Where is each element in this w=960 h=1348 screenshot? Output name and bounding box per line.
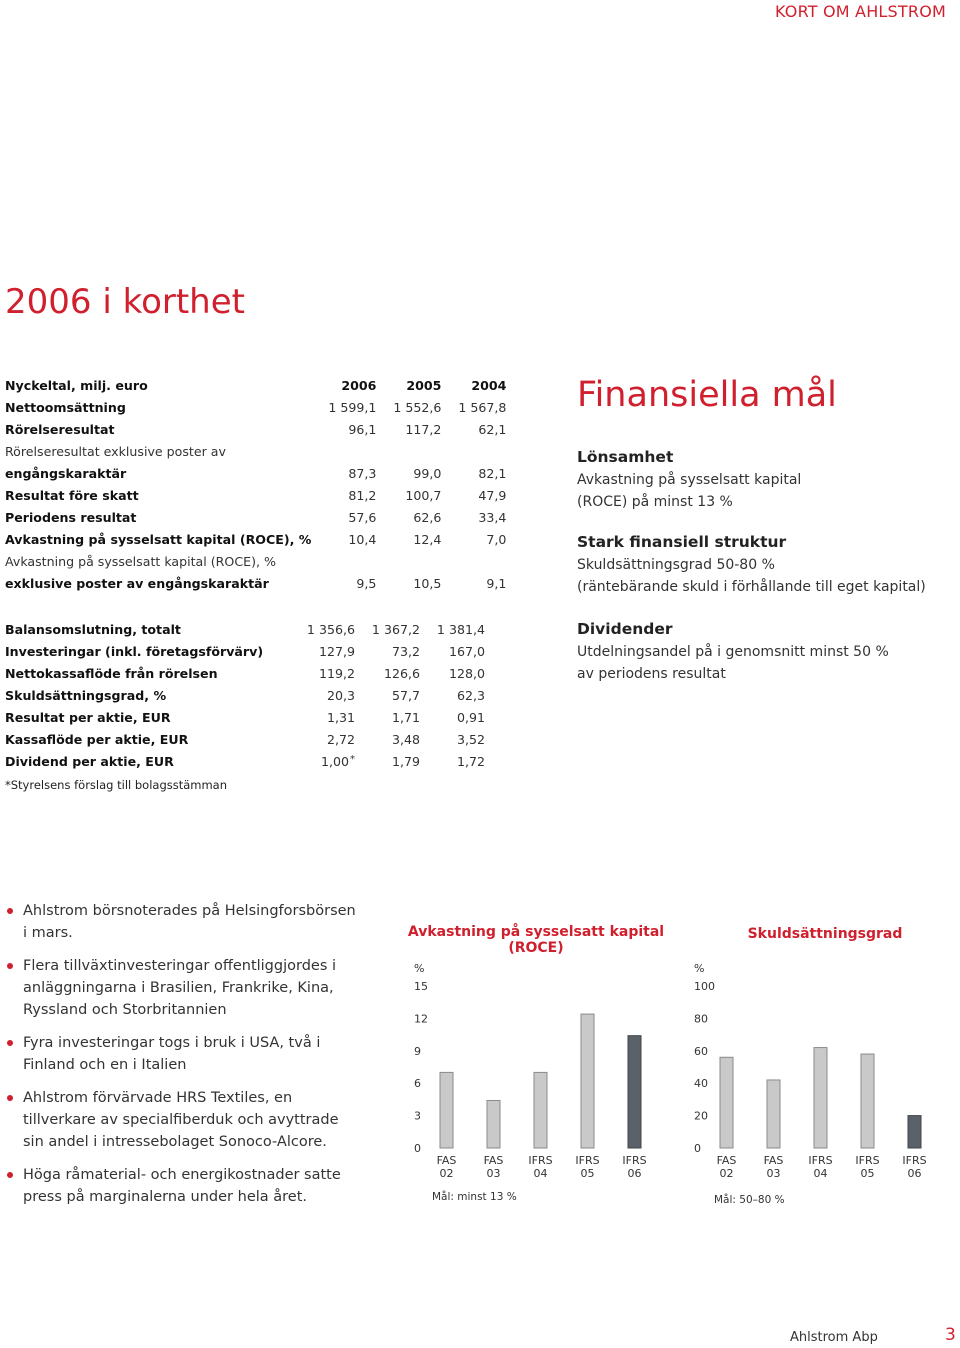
key-figures-header-2004: 2004 — [471, 377, 507, 393]
balance-figures-label — [5, 706, 290, 728]
balance-figures-value-text: 57,7 — [391, 687, 420, 703]
balance-figures-row — [5, 684, 485, 706]
balance-figures-value — [355, 618, 420, 640]
key-figures-value-text: 1 552,6 — [393, 399, 442, 415]
bullet-dot-icon — [7, 963, 13, 969]
balance-figures-value — [290, 728, 355, 750]
highlight-text: Ahlstrom förvärvade HRS Textiles, en tillverkare av specialfiberduk och avyttrade sin andel i intressebolaget Sonoco-Alcore. — [23, 1090, 339, 1150]
key-figures-value — [441, 528, 506, 550]
key-figures-header-row — [5, 374, 506, 396]
x-tick-label: FAS — [716, 1154, 737, 1167]
balance-figures-value — [290, 706, 355, 728]
key-figures-label — [5, 528, 311, 550]
balance-figures-value — [355, 662, 420, 684]
y-tick-label: 40 — [694, 1077, 708, 1091]
goal-text-dividends-1: Utdelningsandel på i genomsnitt minst 50 % — [577, 644, 889, 660]
key-figures-row — [5, 440, 506, 462]
balance-figures-value — [290, 618, 355, 640]
bar — [628, 1036, 641, 1148]
bar — [534, 1072, 547, 1148]
x-tick-label: IFRS — [622, 1154, 647, 1167]
key-figures-value-text: 12,4 — [413, 531, 442, 547]
key-figures-value-text: 10,5 — [413, 575, 442, 591]
key-figures-value-text: 10,4 — [348, 531, 377, 547]
bullet-dot-icon — [7, 908, 13, 914]
gearing-chart-svg — [680, 920, 930, 1210]
balance-figures-value-text: 20,3 — [326, 687, 355, 703]
balance-figures-row — [5, 662, 485, 684]
roce-goal-text: Mål: minst 13 % — [432, 1191, 517, 1203]
balance-figures-value — [290, 750, 355, 772]
key-figures-value — [311, 462, 376, 484]
key-figures-label — [5, 396, 311, 418]
balance-figures-value-text: 2,72 — [326, 731, 355, 747]
balance-figures-value-text: 3,48 — [391, 731, 420, 747]
key-figures-row — [5, 506, 506, 528]
key-figures-value — [441, 506, 506, 528]
highlight-item — [5, 1087, 360, 1153]
balance-figures-label-text: Kassaflöde per aktie, EUR — [5, 731, 189, 747]
balance-figures-value-text: 1 381,4 — [436, 621, 485, 637]
highlight-item — [5, 1164, 360, 1208]
key-figures-value — [311, 528, 376, 550]
key-figures-value-text: 9,5 — [356, 575, 377, 591]
x-tick-label: 03 — [766, 1167, 781, 1180]
balance-figures-value — [355, 706, 420, 728]
key-figures-label — [5, 550, 311, 572]
key-figures-value-text: 47,9 — [478, 487, 507, 503]
balance-figures-value — [355, 750, 420, 772]
balance-figures-row — [5, 640, 485, 662]
gearing-chart — [680, 920, 930, 1210]
key-figures-label-text: Resultat före skatt — [5, 487, 139, 503]
balance-figures-value-text: 3,52 — [456, 731, 485, 747]
balance-figures-value — [420, 684, 485, 706]
y-tick-label: 0 — [694, 1142, 701, 1155]
x-tick-label: IFRS — [575, 1154, 600, 1167]
x-tick-label: IFRS — [855, 1154, 880, 1167]
highlight-text: Höga råmaterial- och energikostnader satte press på marginalerna under hela året. — [23, 1167, 341, 1205]
highlight-item — [5, 1032, 360, 1076]
key-figures-value — [441, 572, 506, 594]
x-tick-label: FAS — [763, 1154, 784, 1167]
gearing-goal-text: Mål: 50–80 % — [714, 1194, 785, 1206]
balance-figures-row — [5, 706, 485, 728]
balance-figures-label — [5, 728, 290, 750]
balance-figures-table — [5, 618, 485, 772]
key-figures-value — [311, 418, 376, 440]
y-tick-label: 0 — [414, 1142, 421, 1155]
key-figures-value — [441, 418, 506, 440]
balance-figures-value — [420, 706, 485, 728]
key-figures-value — [311, 396, 376, 418]
key-figures-value — [376, 484, 441, 506]
key-figures-label-text: Rörelseresultat exklusive poster av — [5, 443, 226, 459]
key-figures-label-text: Rörelseresultat — [5, 421, 115, 437]
balance-figures-row — [5, 728, 485, 750]
highlight-text: Flera tillväxtinvesteringar offentliggjordes i anläggningarna i Brasilien, Frankrike, Kina, Ryssland och Storbritannien — [23, 958, 337, 1018]
key-figures-value-text: 62,6 — [413, 509, 442, 525]
key-figures-value-text: 7,0 — [486, 531, 507, 547]
key-figures-value-text: 99,0 — [413, 465, 442, 481]
key-figures-value — [376, 550, 441, 572]
key-figures-value-text: 100,7 — [405, 487, 442, 503]
balance-figures-value-text: 1,72 — [456, 753, 485, 769]
key-figures-value — [376, 506, 441, 528]
key-figures-value — [441, 484, 506, 506]
x-tick-label: 06 — [907, 1167, 922, 1180]
balance-figures-label-text: Dividend per aktie, EUR — [5, 753, 174, 769]
balance-figures-value-text: 1 356,6 — [306, 621, 355, 637]
key-figures-value-text: 62,1 — [478, 421, 507, 437]
x-tick-label: FAS — [436, 1154, 457, 1167]
balance-figures-label-text: Nettokassaflöde från rörelsen — [5, 665, 218, 681]
balance-figures-label-text: Balansomslutning, totalt — [5, 621, 181, 637]
balance-figures-value-text: 1 367,2 — [371, 621, 420, 637]
y-tick-label: 100 — [694, 980, 715, 993]
bullet-dot-icon — [7, 1095, 13, 1101]
balance-figures-value-text: 0,91 — [456, 709, 485, 725]
x-tick-label: IFRS — [808, 1154, 833, 1167]
section-header: KORT OM AHLSTROM — [774, 2, 946, 21]
highlight-text: Fyra investeringar togs i bruk i USA, två i Finland och en i Italien — [23, 1035, 321, 1073]
x-tick-label: 02 — [719, 1167, 734, 1180]
key-figures-value — [311, 484, 376, 506]
balance-figures-value — [290, 684, 355, 706]
balance-figures-value-text: 126,6 — [383, 665, 420, 681]
x-tick-label: 04 — [533, 1167, 548, 1180]
financial-goals-title: Finansiella mål — [577, 375, 837, 415]
y-tick-label: 20 — [694, 1109, 708, 1123]
key-figures-label — [5, 418, 311, 440]
x-tick-label: IFRS — [902, 1154, 927, 1167]
key-figures-label-text: Avkastning på sysselsatt kapital (ROCE), % — [5, 553, 276, 569]
key-figures-row — [5, 396, 506, 418]
balance-figures-label — [5, 618, 290, 640]
key-figures-label — [5, 484, 311, 506]
y-tick-label: 9 — [414, 1044, 421, 1058]
key-figures-label — [5, 506, 311, 528]
balance-figures-value — [420, 750, 485, 772]
bar — [440, 1072, 453, 1148]
bullet-dot-icon — [7, 1172, 13, 1178]
key-figures-value — [376, 462, 441, 484]
goal-text-profitability-2: (ROCE) på minst 13 % — [577, 494, 733, 510]
x-tick-label: 06 — [627, 1167, 642, 1180]
roce-chart-title: Avkastning på sysselsatt kapital (ROCE) — [407, 924, 665, 956]
goal-heading-structure: Stark finansiell struktur — [577, 533, 787, 551]
highlights-list — [5, 900, 360, 1219]
balance-figures-value-text: 1,79 — [391, 753, 420, 769]
balance-figures-value-text: 167,0 — [448, 643, 485, 659]
gearing-chart-title: Skuldsättningsgrad — [747, 926, 903, 942]
key-figures-value-text: 57,6 — [348, 509, 377, 525]
key-figures-value — [376, 528, 441, 550]
x-tick-label: 05 — [580, 1167, 595, 1180]
x-tick-label: 03 — [486, 1167, 501, 1180]
key-figures-row — [5, 462, 506, 484]
balance-figures-value-text: 127,9 — [318, 643, 355, 659]
bar — [581, 1014, 594, 1148]
bar — [720, 1057, 733, 1148]
key-figures-value — [376, 418, 441, 440]
key-figures-label-text: exklusive poster av engångskaraktär — [5, 575, 269, 591]
balance-figures-value — [290, 640, 355, 662]
bar — [814, 1048, 827, 1148]
key-figures-value — [311, 572, 376, 594]
balance-figures-value — [420, 662, 485, 684]
key-figures-label — [5, 440, 311, 462]
key-figures-label-text: Avkastning på sysselsatt kapital (ROCE), % — [5, 531, 312, 547]
key-figures-label-text: Periodens resultat — [5, 509, 137, 525]
key-figures-value — [441, 440, 506, 462]
key-figures-value-text: 87,3 — [348, 465, 377, 481]
key-figures-value-text: 9,1 — [486, 575, 507, 591]
x-tick-label: FAS — [483, 1154, 504, 1167]
goal-text-dividends-2: av periodens resultat — [577, 666, 726, 682]
key-figures-value-text: 1 567,8 — [458, 399, 507, 415]
x-tick-label: IFRS — [528, 1154, 553, 1167]
balance-figures-row — [5, 750, 485, 772]
balance-figures-label — [5, 750, 290, 772]
footer-company: Ahlstrom Abp — [790, 1330, 878, 1345]
bullet-dot-icon — [7, 1040, 13, 1046]
balance-figures-value-text: 1,71 — [391, 709, 420, 725]
balance-figures-label-text: Investeringar (inkl. företagsförvärv) — [5, 643, 264, 659]
y-unit-label: % — [414, 962, 425, 975]
key-figures-label-text: engångskaraktär — [5, 465, 127, 481]
balance-figures-value — [420, 640, 485, 662]
x-tick-label: 05 — [860, 1167, 875, 1180]
roce-chart-svg — [400, 920, 650, 1210]
x-tick-label: 02 — [439, 1167, 454, 1180]
key-figures-value — [311, 440, 376, 462]
bar — [908, 1116, 921, 1148]
key-figures-table — [5, 374, 506, 594]
highlight-item — [5, 955, 360, 1021]
dividend-footnote-marker: * — [350, 753, 355, 765]
key-figures-value-text: 117,2 — [405, 421, 442, 437]
key-figures-label — [5, 462, 311, 484]
balance-figures-value — [355, 684, 420, 706]
key-figures-value — [441, 462, 506, 484]
key-figures-row — [5, 550, 506, 572]
key-figures-row — [5, 484, 506, 506]
balance-figures-label — [5, 640, 290, 662]
y-tick-label: 80 — [694, 1012, 708, 1026]
key-figures-value-text: 81,2 — [348, 487, 377, 503]
y-tick-label: 12 — [414, 1012, 428, 1026]
key-figures-row — [5, 418, 506, 440]
balance-figures-value-text: 73,2 — [391, 643, 420, 659]
key-figures-value-text: 1 599,1 — [328, 399, 377, 415]
balance-figures-label — [5, 662, 290, 684]
highlight-text: Ahlstrom börsnoterades på Helsingforsbörsen i mars. — [23, 903, 356, 941]
y-unit-label: % — [694, 962, 705, 975]
key-figures-value — [376, 572, 441, 594]
balance-figures-value — [420, 728, 485, 750]
balance-figures-value — [420, 618, 485, 640]
key-figures-value — [376, 440, 441, 462]
y-tick-label: 3 — [414, 1109, 421, 1123]
footnote: *Styrelsens förslag till bolagsstämman — [5, 778, 228, 792]
balance-figures-value-text: 128,0 — [448, 665, 485, 681]
key-figures-row — [5, 528, 506, 550]
balance-figures-row — [5, 618, 485, 640]
key-figures-value — [311, 550, 376, 572]
goal-text-structure-1: Skuldsättningsgrad 50-80 % — [577, 557, 775, 573]
goal-heading-dividends: Dividender — [577, 620, 673, 638]
page-number: 3 — [945, 1325, 956, 1345]
balance-figures-value — [355, 728, 420, 750]
key-figures-header-2006: 2006 — [341, 377, 377, 393]
y-tick-label: 15 — [414, 980, 428, 993]
bar — [861, 1054, 874, 1148]
key-figures-label — [5, 572, 311, 594]
x-tick-label: 04 — [813, 1167, 828, 1180]
key-figures-value — [311, 506, 376, 528]
balance-figures-value-text: 1,31 — [326, 709, 355, 725]
page-title: 2006 i korthet — [5, 282, 245, 322]
key-figures-value-text: 82,1 — [478, 465, 507, 481]
goal-heading-profitability: Lönsamhet — [577, 448, 674, 466]
balance-figures-value — [290, 662, 355, 684]
y-tick-label: 60 — [694, 1044, 708, 1058]
balance-figures-value-text: 1,00 — [320, 753, 349, 769]
balance-figures-value-text: 62,3 — [456, 687, 485, 703]
key-figures-label-text: Nettoomsättning — [5, 399, 126, 415]
bar — [767, 1080, 780, 1148]
highlight-item — [5, 900, 360, 944]
y-tick-label: 6 — [414, 1077, 421, 1091]
key-figures-header-label: Nyckeltal, milj. euro — [5, 377, 148, 393]
key-figures-value — [376, 396, 441, 418]
key-figures-header-2005: 2005 — [406, 377, 442, 393]
key-figures-value-text: 96,1 — [348, 421, 377, 437]
key-figures-value-text: 33,4 — [478, 509, 507, 525]
key-figures-row — [5, 572, 506, 594]
balance-figures-value-text: 119,2 — [318, 665, 355, 681]
roce-chart — [400, 920, 665, 1210]
key-figures-value — [441, 396, 506, 418]
balance-figures-label-text: Resultat per aktie, EUR — [5, 709, 171, 725]
balance-figures-value — [355, 640, 420, 662]
balance-figures-label-text: Skuldsättningsgrad, % — [5, 687, 167, 703]
balance-figures-label — [5, 684, 290, 706]
goal-text-structure-2: (räntebärande skuld i förhållande till eget kapital) — [577, 579, 926, 595]
bar — [487, 1100, 500, 1148]
key-figures-value — [441, 550, 506, 572]
goal-text-profitability-1: Avkastning på sysselsatt kapital — [577, 472, 802, 488]
